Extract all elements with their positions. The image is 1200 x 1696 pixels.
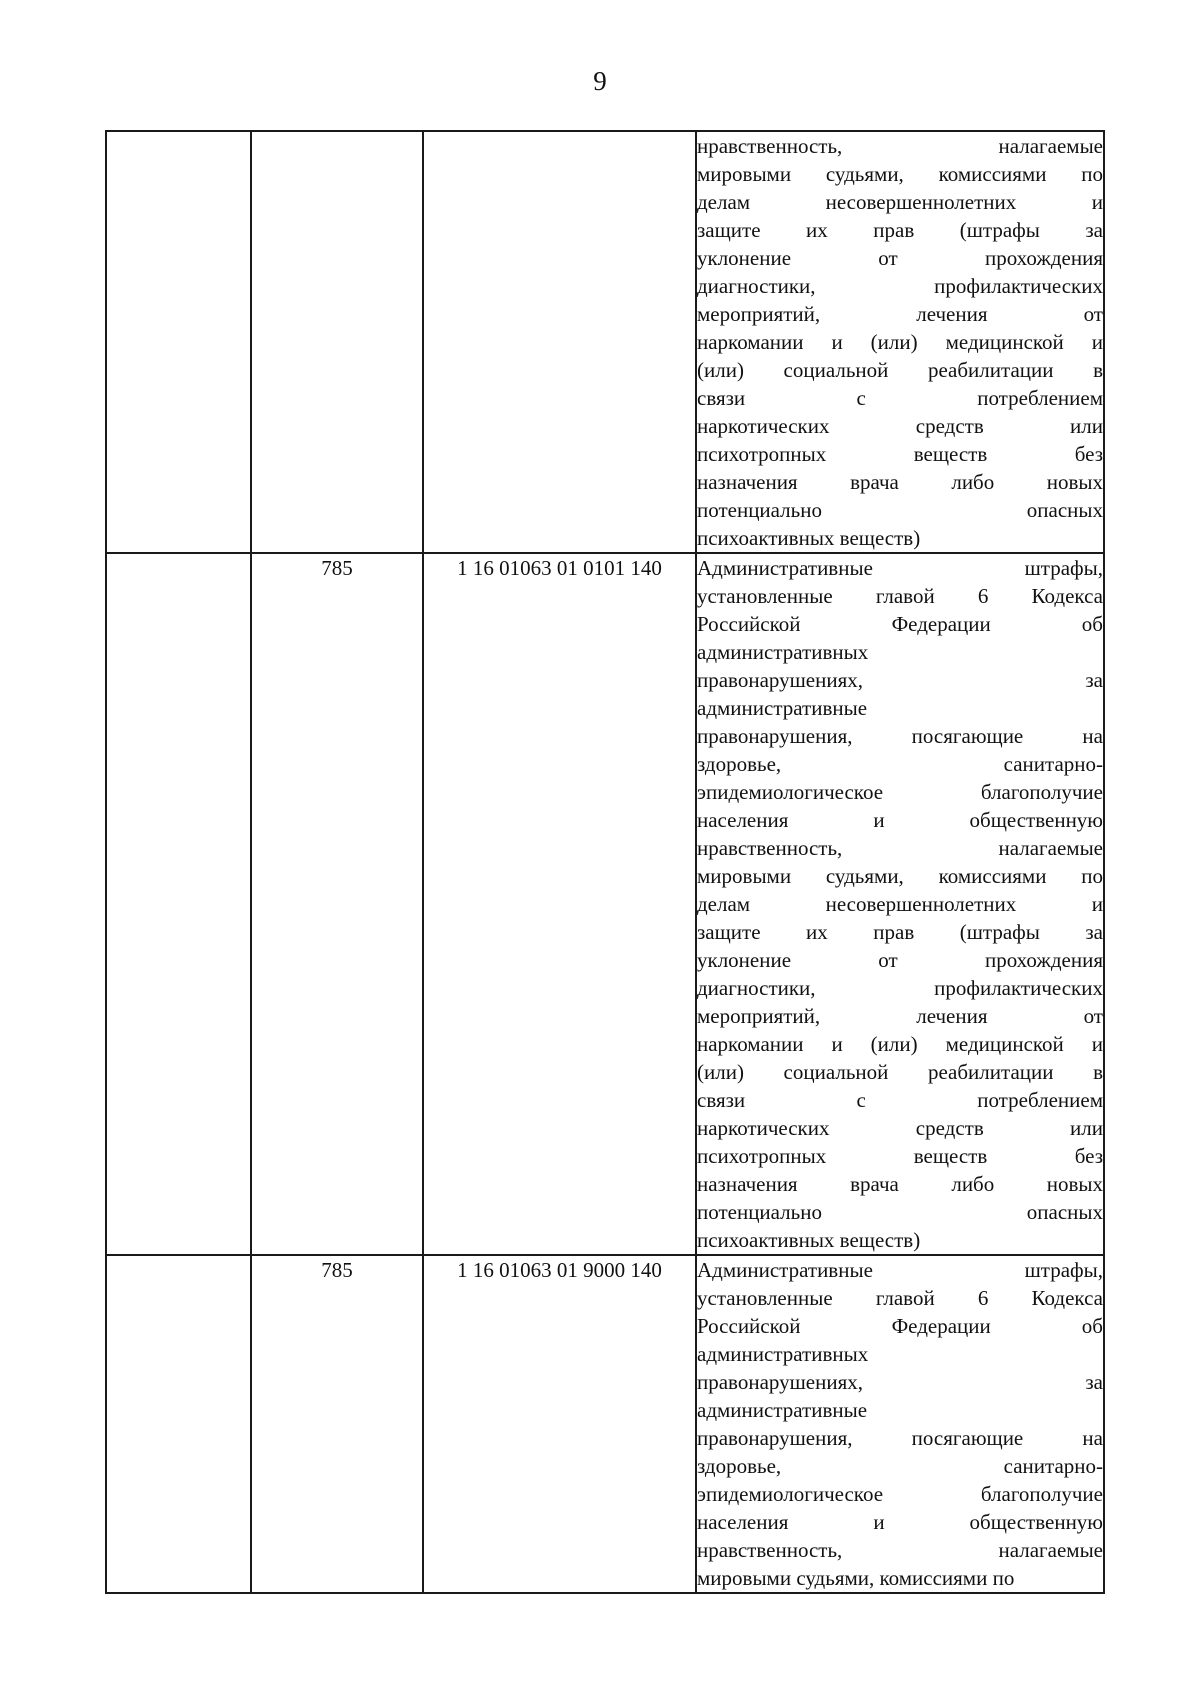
description-line: мировыми судьями, комиссиями по xyxy=(697,162,1103,186)
description-line: здоровье, санитарно- xyxy=(697,1454,1103,1478)
description-line: психотропных веществ без xyxy=(697,1144,1103,1168)
description-line: мероприятий, лечения от xyxy=(697,302,1103,326)
empty-cell xyxy=(106,1255,251,1593)
description-line: диагностики, профилактических xyxy=(697,976,1103,1000)
budget-code-cell xyxy=(423,131,696,553)
description-line: административных xyxy=(697,640,869,664)
description-line: правонарушениях, за xyxy=(697,1370,1103,1394)
description-line: психоактивных веществ) xyxy=(697,526,921,550)
description-line: установленные главой 6 Кодекса xyxy=(697,1286,1103,1310)
description-line: установленные главой 6 Кодекса xyxy=(697,584,1103,608)
description-line: связи с потреблением xyxy=(697,1088,1103,1112)
description-line: мировыми судьями, комиссиями по xyxy=(697,1566,1015,1590)
description-line: административных xyxy=(697,1342,869,1366)
description-line: эпидемиологическое благополучие xyxy=(697,780,1103,804)
description-cell xyxy=(696,553,1104,1255)
table-row xyxy=(106,1255,1104,1593)
description-line: населения и общественную xyxy=(697,808,1103,832)
description-line: (или) социальной реабилитации в xyxy=(697,1060,1103,1084)
description-line: потенциально опасных xyxy=(697,1200,1103,1224)
description-line: нравственность, налагаемые xyxy=(697,1538,1103,1562)
description-line: мировыми судьями, комиссиями по xyxy=(697,864,1103,888)
description-line: делам несовершеннолетних и xyxy=(697,892,1103,916)
description-line: уклонение от прохождения xyxy=(697,948,1103,972)
description-line: здоровье, санитарно- xyxy=(697,752,1103,776)
description-line: административные xyxy=(697,696,868,720)
description-line: административные xyxy=(697,1398,868,1422)
description-line: Административные штрафы, xyxy=(697,556,1103,580)
description-line: правонарушения, посягающие на xyxy=(697,1426,1103,1450)
description-line: психотропных веществ без xyxy=(697,442,1103,466)
description-line: наркомании и (или) медицинской и xyxy=(697,330,1103,354)
page-number: 9 xyxy=(593,66,607,96)
budget-codes-table xyxy=(105,130,1105,1594)
table-row xyxy=(106,131,1104,553)
description-line: населения и общественную xyxy=(697,1510,1103,1534)
description-line: наркотических средств или xyxy=(697,1116,1103,1140)
description-line: (или) социальной реабилитации в xyxy=(697,358,1103,382)
description-line: защите их прав (штрафы за xyxy=(697,218,1103,242)
admin-code-cell xyxy=(251,131,423,553)
description-line: делам несовершеннолетних и xyxy=(697,190,1103,214)
description-line: эпидемиологическое благополучие xyxy=(697,1482,1103,1506)
description-line: потенциально опасных xyxy=(697,498,1103,522)
admin-code-cell: 785 xyxy=(251,1255,423,1593)
description-line: наркомании и (или) медицинской и xyxy=(697,1032,1103,1056)
empty-cell xyxy=(106,553,251,1255)
description-line: Российской Федерации об xyxy=(697,1314,1103,1338)
description-cell xyxy=(696,131,1104,553)
description-line: связи с потреблением xyxy=(697,386,1103,410)
description-line: нравственность, налагаемые xyxy=(697,836,1103,860)
description-line: нравственность, налагаемые xyxy=(697,134,1103,158)
table-row xyxy=(106,553,1104,1255)
description-line: мероприятий, лечения от xyxy=(697,1004,1103,1028)
empty-cell xyxy=(106,131,251,553)
description-line: защите их прав (штрафы за xyxy=(697,920,1103,944)
budget-code-cell: 1 16 01063 01 0101 140 xyxy=(423,553,696,1255)
description-line: наркотических средств или xyxy=(697,414,1103,438)
description-line: психоактивных веществ) xyxy=(697,1228,921,1252)
description-line: диагностики, профилактических xyxy=(697,274,1103,298)
description-line: правонарушения, посягающие на xyxy=(697,724,1103,748)
description-cell xyxy=(696,1255,1104,1593)
description-line: Административные штрафы, xyxy=(697,1258,1103,1282)
description-line: правонарушениях, за xyxy=(697,668,1103,692)
description-line: назначения врача либо новых xyxy=(697,470,1103,494)
description-line: Российской Федерации об xyxy=(697,612,1103,636)
description-line: уклонение от прохождения xyxy=(697,246,1103,270)
admin-code-cell: 785 xyxy=(251,553,423,1255)
budget-code-cell: 1 16 01063 01 9000 140 xyxy=(423,1255,696,1593)
description-line: назначения врача либо новых xyxy=(697,1172,1103,1196)
